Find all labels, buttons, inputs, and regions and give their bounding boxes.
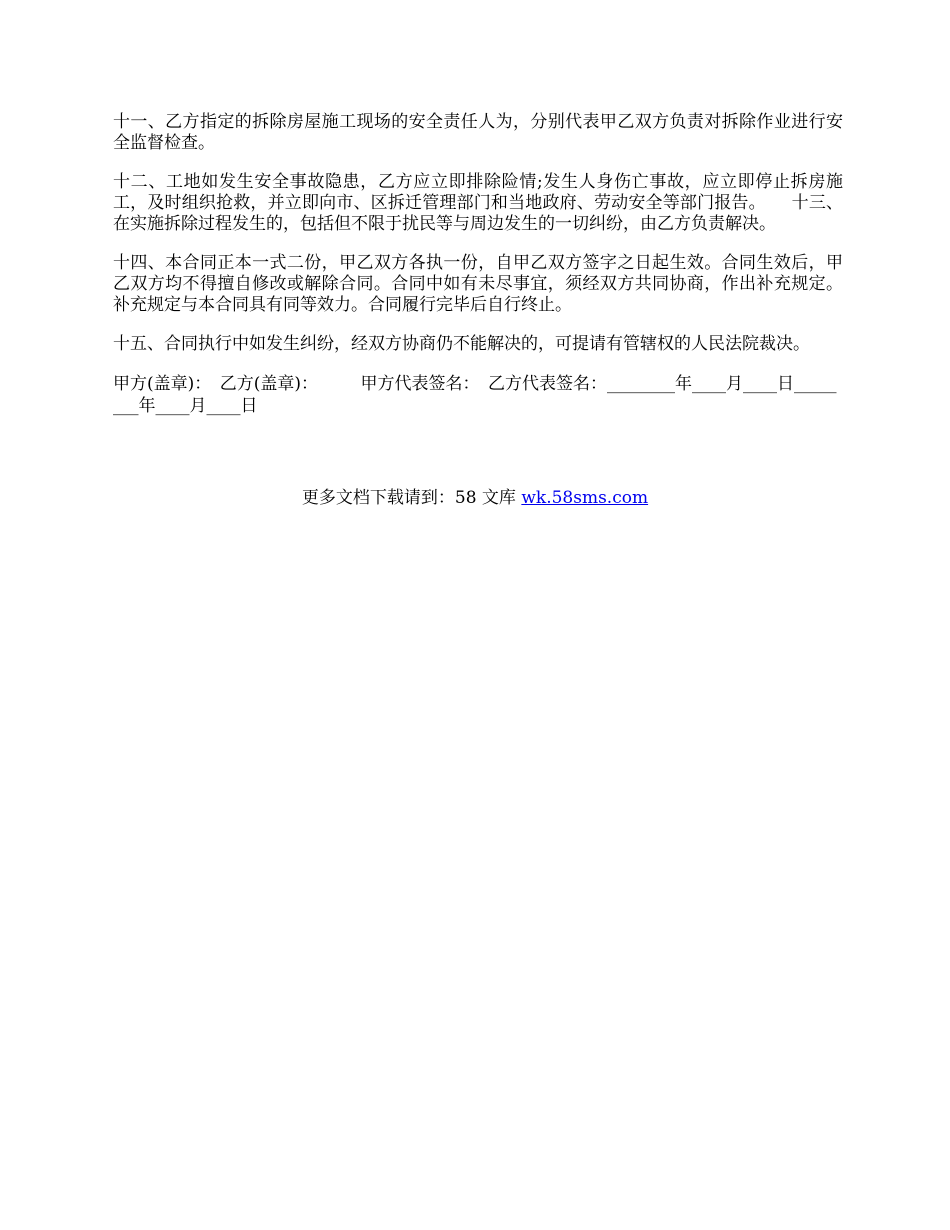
signature-block: 甲方(盖章)： 乙方(盖章)： 甲方代表签名： 乙方代表签名：________年____月____日________年____月____日 (113, 374, 837, 416)
footer-link[interactable]: wk.58sms.com (521, 488, 649, 508)
clause-11: 十一、乙方指定的拆除房屋施工现场的安全责任人为，分别代表甲乙双方负责对拆除作业进行安全监督检查。 (113, 112, 843, 153)
clause-12-13: 十二、工地如发生安全事故隐患，乙方应立即排除险情;发生人身伤亡事故，应立即停止拆房施工，及时组织抢救，并立即向市、区拆迁管理部门和当地政府、劳动安全等部门报告。 十三、在实施拆除过程发生的，包括但不限于扰民等与周边发生的一切纠纷，由乙方负责解决。 (113, 172, 843, 234)
document-body (113, 112, 843, 417)
clause-15: 十五、合同执行中如发生纠纷，经双方协商仍不能解决的，可提请有管辖权的人民法院裁决。 (113, 334, 810, 354)
clause-14: 十四、本合同正本一式二份，甲乙双方各执一份，自甲乙双方签字之日起生效。合同生效后，甲乙双方均不得擅自修改或解除合同。合同中如有未尽事宜，须经双方共同协商，作出补充规定。补充规定与本合同具有同等效力。合同履行完毕后自行终止。 (113, 253, 843, 315)
footer-text: 更多文档下载请到：58 文库 (301, 488, 522, 508)
download-footer (0, 487, 950, 509)
